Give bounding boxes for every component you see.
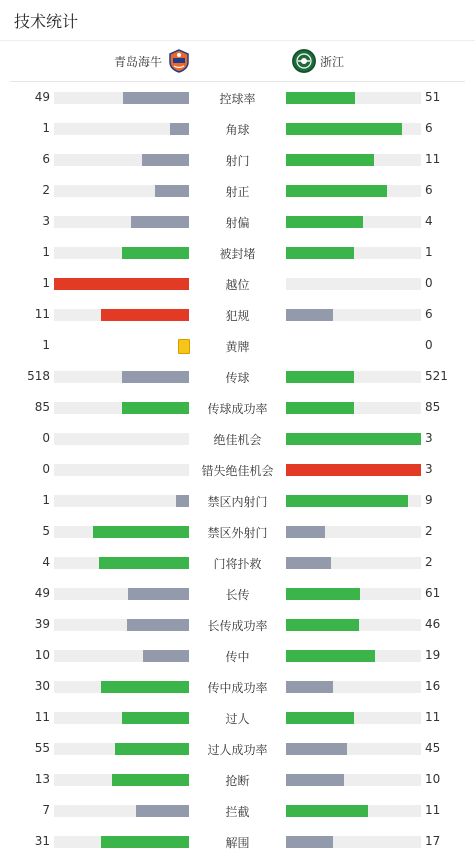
away-value: 0 <box>425 276 433 290</box>
away-bar-fill <box>286 681 333 693</box>
page-title: 技术统计 <box>14 11 79 31</box>
home-bar-fill <box>99 557 189 569</box>
stats-header <box>0 0 475 41</box>
away-bar-track <box>286 588 421 600</box>
away-value: 6 <box>425 307 433 321</box>
home-value: 0 <box>42 462 50 476</box>
home-bar-fill <box>176 495 190 507</box>
away-bar-fill <box>286 464 421 476</box>
home-bar-track <box>54 309 189 321</box>
away-value: 11 <box>425 803 441 817</box>
stat-label: 门将扑救 <box>213 557 262 571</box>
away-bar-fill <box>286 216 363 228</box>
home-team-name: 青岛海牛 <box>114 54 163 69</box>
away-value: 521 <box>425 369 448 383</box>
stat-label: 射门 <box>225 154 250 168</box>
away-bar-track <box>286 154 421 166</box>
home-bar-track <box>54 836 189 848</box>
away-bar-fill <box>286 371 354 383</box>
home-value: 39 <box>34 617 50 631</box>
away-bar-fill <box>286 154 374 166</box>
stat-row <box>0 454 475 485</box>
home-bar-fill <box>101 836 189 848</box>
away-value: 46 <box>425 617 441 631</box>
home-value: 31 <box>34 834 50 848</box>
away-value: 11 <box>425 152 441 166</box>
home-value: 13 <box>34 772 50 786</box>
stat-row <box>0 547 475 578</box>
stat-row <box>0 237 475 268</box>
stat-row <box>0 113 475 144</box>
stats-list <box>0 82 475 857</box>
home-bar-fill <box>93 526 189 538</box>
away-team[interactable] <box>292 41 344 81</box>
away-bar-track <box>286 216 421 228</box>
home-bar-track <box>54 123 189 135</box>
home-bar-track <box>54 712 189 724</box>
home-value: 518 <box>27 369 50 383</box>
home-bar-fill <box>122 371 190 383</box>
stat-label: 绝佳机会 <box>213 433 262 447</box>
away-value: 11 <box>425 710 441 724</box>
stat-row <box>0 764 475 795</box>
stat-label: 射偏 <box>225 216 250 230</box>
stat-label: 拦截 <box>225 805 250 819</box>
home-bar-fill <box>155 185 189 197</box>
away-bar-fill <box>286 712 354 724</box>
home-bar-fill <box>142 154 189 166</box>
away-bar-track <box>286 526 421 538</box>
home-value: 1 <box>42 276 50 290</box>
home-bar-fill <box>54 278 189 290</box>
stat-row <box>0 609 475 640</box>
away-bar-track <box>286 309 421 321</box>
away-bar-track <box>286 557 421 569</box>
away-value: 19 <box>425 648 441 662</box>
home-bar-track <box>54 402 189 414</box>
away-value: 2 <box>425 524 433 538</box>
stat-row <box>0 671 475 702</box>
away-bar-fill <box>286 247 354 259</box>
away-bar-fill <box>286 185 387 197</box>
home-value: 4 <box>42 555 50 569</box>
home-bar-track <box>54 805 189 817</box>
home-bar-track <box>54 185 189 197</box>
away-bar-track <box>286 650 421 662</box>
home-bar-fill <box>136 805 189 817</box>
away-bar-fill <box>286 743 347 755</box>
away-bar-track <box>286 805 421 817</box>
home-bar-track <box>54 495 189 507</box>
home-value: 3 <box>42 214 50 228</box>
stat-row <box>0 516 475 547</box>
home-value: 55 <box>34 741 50 755</box>
home-bar-fill <box>112 774 189 786</box>
stat-row <box>0 423 475 454</box>
stat-row <box>0 268 475 299</box>
away-value: 61 <box>425 586 441 600</box>
away-bar-track <box>286 278 421 290</box>
home-value: 1 <box>42 121 50 135</box>
home-bar-track <box>54 92 189 104</box>
away-value: 2 <box>425 555 433 569</box>
away-bar-fill <box>286 836 333 848</box>
away-bar-track <box>286 712 421 724</box>
away-bar-fill <box>286 123 402 135</box>
stat-label: 传球 <box>225 371 250 385</box>
away-value: 3 <box>425 431 433 445</box>
away-value: 4 <box>425 214 433 228</box>
stat-label: 长传成功率 <box>207 619 268 633</box>
stat-label: 射正 <box>225 185 250 199</box>
home-bar-track <box>54 588 189 600</box>
away-bar-fill <box>286 619 359 631</box>
home-value: 2 <box>42 183 50 197</box>
stat-row <box>0 733 475 764</box>
away-bar-track <box>286 619 421 631</box>
away-value: 45 <box>425 741 441 755</box>
home-bar-fill <box>122 712 190 724</box>
home-value: 10 <box>34 648 50 662</box>
away-bar-fill <box>286 495 408 507</box>
stat-row <box>0 144 475 175</box>
stat-label: 长传 <box>225 588 250 602</box>
stat-label: 过人成功率 <box>207 743 268 757</box>
stat-row <box>0 826 475 857</box>
home-value: 11 <box>34 710 50 724</box>
home-value: 49 <box>34 586 50 600</box>
stat-label: 角球 <box>225 123 250 137</box>
away-bar-fill <box>286 650 375 662</box>
home-bar-track <box>54 278 189 290</box>
home-value: 1 <box>42 493 50 507</box>
stat-row <box>0 795 475 826</box>
away-team-name: 浙江 <box>320 54 345 69</box>
home-team[interactable] <box>114 41 190 81</box>
away-value: 10 <box>425 772 441 786</box>
stat-row <box>0 578 475 609</box>
home-bar-fill <box>143 650 189 662</box>
stat-label: 控球率 <box>219 92 256 106</box>
home-value: 30 <box>34 679 50 693</box>
away-value: 17 <box>425 834 441 848</box>
home-bar-fill <box>128 588 189 600</box>
stat-row <box>0 175 475 206</box>
away-bar-fill <box>286 92 355 104</box>
away-bar-track <box>286 464 421 476</box>
away-bar-fill <box>286 309 333 321</box>
away-bar-track <box>286 185 421 197</box>
home-bar-track <box>54 743 189 755</box>
home-value: 6 <box>42 152 50 166</box>
stat-row <box>0 361 475 392</box>
home-bar-track <box>54 216 189 228</box>
home-value: 5 <box>42 524 50 538</box>
home-bar-fill <box>122 402 190 414</box>
stat-label: 传中 <box>225 650 250 664</box>
home-bar-track <box>54 557 189 569</box>
home-bar-track <box>54 371 189 383</box>
home-bar-track <box>54 464 189 476</box>
stat-label: 越位 <box>225 278 250 292</box>
home-bar-track <box>54 650 189 662</box>
stat-label: 错失绝佳机会 <box>201 464 274 478</box>
away-bar-track <box>286 92 421 104</box>
away-bar-fill <box>286 774 344 786</box>
home-bar-fill <box>123 92 189 104</box>
home-value: 0 <box>42 431 50 445</box>
home-value: 7 <box>42 803 50 817</box>
stat-label: 禁区内射门 <box>207 495 268 509</box>
home-bar-fill <box>131 216 189 228</box>
home-bar-track <box>54 154 189 166</box>
home-value: 11 <box>34 307 50 321</box>
home-value: 49 <box>34 90 50 104</box>
stat-row <box>0 82 475 113</box>
stat-label: 过人 <box>225 712 250 726</box>
stat-label: 犯规 <box>225 309 250 323</box>
home-bar-fill <box>170 123 189 135</box>
stat-row <box>0 640 475 671</box>
away-bar-track <box>286 433 421 445</box>
away-bar-track <box>286 402 421 414</box>
stat-row <box>0 392 475 423</box>
home-value: 85 <box>34 400 50 414</box>
home-bar-fill <box>115 743 189 755</box>
stat-label: 抢断 <box>225 774 250 788</box>
stat-label: 解围 <box>225 836 250 850</box>
stat-row <box>0 702 475 733</box>
home-value: 1 <box>42 245 50 259</box>
away-value: 6 <box>425 121 433 135</box>
away-bar-track <box>286 495 421 507</box>
away-team-logo-icon <box>292 49 316 73</box>
away-bar-track <box>286 681 421 693</box>
away-bar-track <box>286 743 421 755</box>
away-value: 6 <box>425 183 433 197</box>
home-bar-track <box>54 247 189 259</box>
away-bar-fill <box>286 433 421 445</box>
away-value: 0 <box>425 338 433 352</box>
home-bar-fill <box>101 309 189 321</box>
stat-label: 黄牌 <box>225 340 250 354</box>
home-value: 1 <box>42 338 50 352</box>
home-bar-track <box>54 681 189 693</box>
away-bar-fill <box>286 557 331 569</box>
stat-label: 传球成功率 <box>207 402 268 416</box>
away-bar-track <box>286 836 421 848</box>
away-bar-fill <box>286 526 325 538</box>
away-value: 16 <box>425 679 441 693</box>
home-bar-track <box>54 619 189 631</box>
away-bar-fill <box>286 402 354 414</box>
home-bar-fill <box>127 619 189 631</box>
away-bar-track <box>286 123 421 135</box>
away-value: 1 <box>425 245 433 259</box>
stat-row <box>0 206 475 237</box>
home-team-logo-icon <box>168 49 190 73</box>
away-bar-track <box>286 371 421 383</box>
away-bar-fill <box>286 805 368 817</box>
away-value: 85 <box>425 400 441 414</box>
stat-row <box>0 485 475 516</box>
stat-row <box>0 330 475 361</box>
teams-row <box>10 41 465 82</box>
home-bar-track <box>54 774 189 786</box>
stat-row <box>0 299 475 330</box>
home-bar-track <box>54 526 189 538</box>
stat-label: 禁区外射门 <box>207 526 268 540</box>
home-bar-fill <box>101 681 189 693</box>
stat-label: 被封堵 <box>219 247 256 261</box>
home-bar-track <box>54 433 189 445</box>
away-bar-track <box>286 774 421 786</box>
away-value: 9 <box>425 493 433 507</box>
away-value: 51 <box>425 90 441 104</box>
away-bar-fill <box>286 588 360 600</box>
away-bar-track <box>286 247 421 259</box>
stat-label: 传中成功率 <box>207 681 268 695</box>
away-value: 3 <box>425 462 433 476</box>
home-bar-fill <box>122 247 190 259</box>
